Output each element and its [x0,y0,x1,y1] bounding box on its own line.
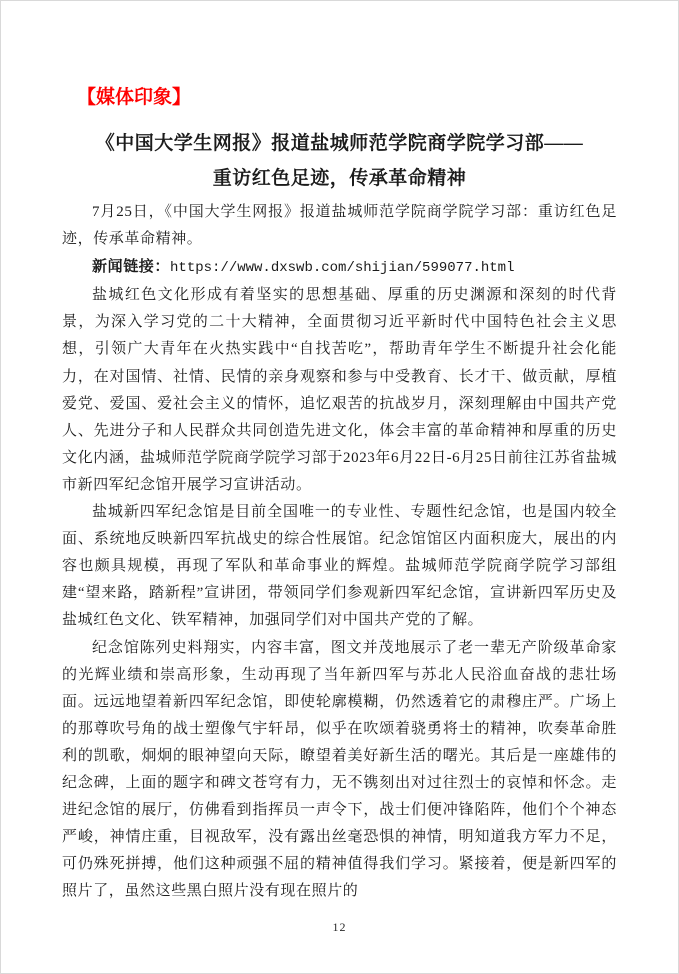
article-title [62,126,617,196]
body-paragraph-1: 盐城红色文化形成有着坚实的思想基础、厚重的历史渊源和深刻的时代背景，为深入学习党的二十大精神，全面贯彻习近平新时代中国特色社会主义思想，引领广大青年在火热实践中“自找苦吃”，帮助青年学生不断提升社会化能力，在对国情、社情、民情的亲身观察和参与中受教育、长才干、做贡献，厚植爱党、爱国、爱社会主义的情怀，追忆艰苦的抗战岁月，深刻理解由中国共产党人、先进分子和人民群众共同创造先进文化，体会丰富的革命精神和厚重的历史文化内涵，盐城师范学院商学院学习部于2023年6月22日-6月25日前往江苏省盐城市新四军纪念馆开展学习宣讲活动。 [62,287,617,493]
body-paragraph-2: 盐城新四军纪念馆是目前全国唯一的专业性、专题性纪念馆，也是国内较全面、系统地反映新四军抗战史的综合性展馆。纪念馆馆区内面积庞大，展出的内容也颇具规模，再现了军队和革命事业的辉煌。盐城师范学院商学院学习部组建“望来路，踏新程”宣讲团，带领同学们参观新四军纪念馆，宣讲新四军历史及盐城红色文化、铁军精神，加强同学们对中国共产党的了解。 [62,504,617,629]
section-heading: 【媒体印象】 [77,87,192,108]
article-title-line-1: 《中国大学生网报》报道盐城师范学院商学院学习部—— [95,133,584,154]
body-paragraph-3: 纪念馆陈列史料翔实，内容丰富，图文并茂地展示了老一辈无产阶级革命家的光辉业绩和崇高形象，生动再现了当年新四军与苏北人民浴血奋战的悲壮场面。远远地望着新四军纪念馆，即使轮廓模糊，仍然透着它的肃穆庄严。广场上的那尊吹号角的战士塑像气宇轩昂，似乎在吹颂着骁勇将士的精神，吹奏革命胜利的凯歌，炯炯的眼神望向天际，瞭望着美好新生活的曙光。其后是一座雄伟的纪念碑，上面的题字和碑文苍穹有力，无不镌刻出对过往烈士的哀悼和怀念。走进纪念馆的展厅，仿佛看到指挥员一声令下，战士们便冲锋陷阵，他们个个神态严峻，神情庄重，目视敌军，没有露出丝毫恐惧的神情，明知道我方军力不足，可仍殊死拼搏，他们这种顽强不屈的精神值得我们学习。紧接着，便是新四军的照片了，虽然这些黑白照片没有现在照片的 [62,639,617,900]
intro-paragraph: 7月25日，《中国大学生网报》报道盐城师范学院商学院学习部：重访红色足迹，传承革命精神。 [62,204,617,248]
news-link-url: https://www.dxswb.com/shijian/599077.html [170,260,515,277]
article-body [62,199,617,905]
article-title-line-2: 重访红色足迹，传承革命精神 [212,168,467,189]
news-link-label: 新闻链接： [92,258,171,276]
page-number: 12 [332,920,347,934]
news-link-line [62,253,617,282]
